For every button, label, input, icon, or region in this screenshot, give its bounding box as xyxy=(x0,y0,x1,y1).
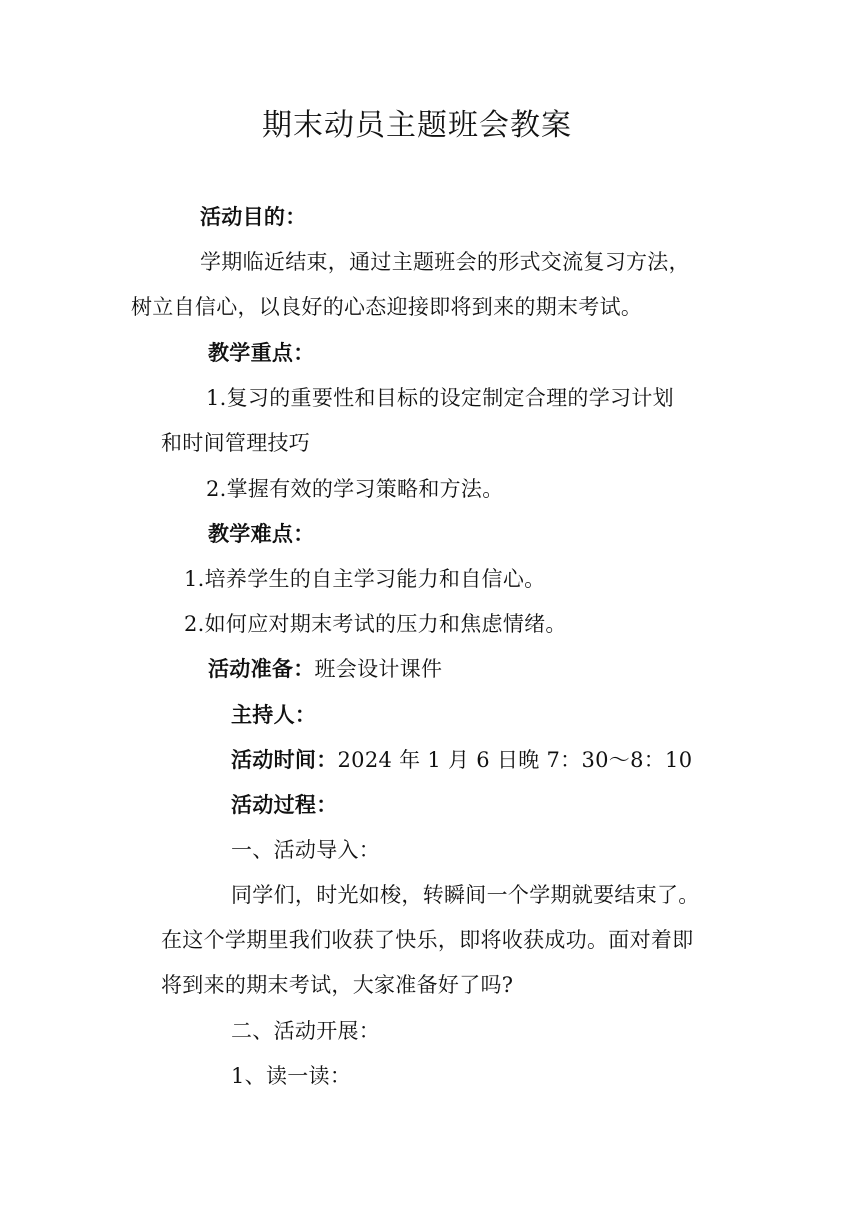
key-point-1-line-1: 1.复习的重要性和目标的设定制定合理的学习计划 xyxy=(206,386,674,410)
preparation-label: 活动准备： xyxy=(208,656,315,681)
document-title: 期末动员主题班会教案 xyxy=(262,108,572,143)
preparation-value: 班会设计课件 xyxy=(314,657,443,681)
process-heading: 活动过程： xyxy=(231,792,338,817)
host-label: 主持人： xyxy=(231,702,317,727)
difficulty-1: 1.培养学生的自主学习能力和自信心。 xyxy=(184,567,546,591)
time-label: 活动时间： xyxy=(231,747,338,772)
key-point-2: 2.掌握有效的学习策略和方法。 xyxy=(206,477,504,501)
purpose-text-line-2: 树立自信心，以良好的心态迎接即将到来的期末考试。 xyxy=(131,295,643,319)
difficulties-heading: 教学难点： xyxy=(208,521,315,546)
process-paragraph-line-3: 将到来的期末考试，大家准备好了吗? xyxy=(161,973,514,997)
process-section-2: 二、活动开展： xyxy=(231,1019,381,1043)
key-points-heading: 教学重点： xyxy=(208,340,315,365)
process-section-1: 一、活动导入： xyxy=(231,838,381,862)
difficulty-2: 2.如何应对期末考试的压力和焦虑情绪。 xyxy=(184,612,567,636)
process-subsection-1: 1、读一读： xyxy=(231,1064,352,1088)
preparation-line xyxy=(208,655,442,683)
time-value: 2024 年 1 月 6 日晚 7：30～8：10 xyxy=(337,748,693,772)
key-point-1-line-2: 和时间管理技巧 xyxy=(161,431,311,455)
process-paragraph-line-2: 在这个学期里我们收获了快乐，即将收获成功。面对着即 xyxy=(161,928,694,952)
purpose-text-line-1: 学期临近结束，通过主题班会的形式交流复习方法， xyxy=(200,250,690,274)
process-paragraph-line-1: 同学们，时光如梭，转瞬间一个学期就要结束了。 xyxy=(231,883,700,907)
time-line xyxy=(231,746,692,774)
purpose-heading: 活动目的： xyxy=(200,204,307,229)
